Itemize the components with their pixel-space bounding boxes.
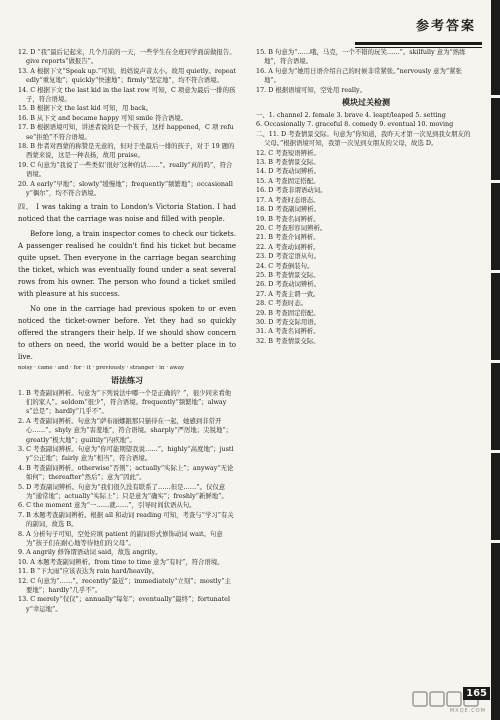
answer-list-top — [18, 48, 236, 199]
answer-item: 15. B 句意为“……哦，马克，一个不错的玩笑……”。skilfully 意为“熟练地”，符合语境。 — [256, 48, 466, 66]
answer-item: 18. B 作者对西蒙的称赞是无意的，但对于坐最后一排的孩子，对于 19 题的西蒙来说，这是一种表扬，故用 praise。 — [18, 142, 235, 160]
error-paragraph — [18, 303, 236, 363]
answer-item: 13. A 根据下文“Speak up.”可知，妈妈说声音太小。故用 quietly。repeatedly“重复地”；quickly“快速地”；firmly“坚定地”，均不符合语境。 — [18, 66, 236, 85]
answer-item: 31. A 考查名词辨析。 — [256, 327, 320, 336]
page-number: 165 — [463, 687, 490, 700]
module-test-answer-list — [256, 111, 476, 346]
correction-word: it — [86, 364, 91, 371]
answer-item: 2. A 考查副词辨析。句意为“萨布丽娜跟那只猫待在一起，她感到非常开心……”。shyly 意为“害羞地”，符合语境。sharply“严厉地；尖锐地”；greatly“极大地”；guiltily“内疚地”。 — [18, 416, 233, 444]
correction-word: came — [37, 364, 53, 371]
answer-item: 17. D 根据语境可知，空处用 really。 — [256, 85, 367, 94]
error-correction-section — [18, 201, 236, 372]
answer-item: 21. B 考查介词辨析。 — [256, 233, 320, 242]
right-column — [256, 48, 476, 346]
answer-item: 6. Occasionally 7. graceful 8. comedy 9. eventual 10. moving — [256, 120, 454, 129]
answer-item: 17. B 根据语境可知，讲述者说的是一个孩子，这样 happened，C 项 refuse“拒绝”不符合语境。 — [18, 123, 234, 141]
error-paragraph-text: Before long, a train inspector comes to check our tickets. A passenger realised he couldn't find his ticket but became quite upset. Then everyone in the carriage began searching the ticket, which was eventually found under a seat several rows from his owner. The person who found a ticket smiled with pleasure at his success. — [18, 229, 236, 298]
answer-item: 12. D “我”最后记起来，几个月前的一天，一些学生在全班同学面前做报告。give reports“做报告”。 — [18, 48, 236, 66]
answer-item: 23. D 考查定语从句。 — [256, 252, 321, 261]
error-paragraph — [18, 228, 236, 300]
answer-item: 9. A angrily 修饰谓语动词 said，故选 angrily。 — [18, 548, 162, 557]
answer-item: 一、1. channel 2. female 3. brave 4. leapt/leaped 5. setting — [256, 111, 446, 120]
header-rule-thick — [355, 42, 482, 45]
answer-item: 17. A 考查时态语态。 — [256, 195, 320, 204]
error-paragraph — [18, 201, 236, 225]
answer-item: 13. B 考查情景交际。 — [256, 158, 320, 167]
answer-item: 4. B 考查副词辨析。otherwise“否则”；actually“实际上”；anyway“无论如何”；thereafter“然后”；意为“因此”。 — [18, 463, 234, 482]
grammar-answer-list — [18, 389, 236, 615]
answer-item: 11. B “下大雨”应该表达为 rain hard/heavily。 — [18, 567, 159, 576]
answer-item: 30. D 考查交际用语。 — [256, 317, 321, 326]
answer-item: 19. C 句意为“我说了一些类似‘很好’这种的话……”。really“真的吗”，符合语境。 — [18, 160, 233, 179]
answer-item: 18. D 考查副词辨析。 — [256, 205, 321, 214]
answer-item: 3. C 考查副词辨析。句意为“你可能期望我说……”。highly“高度地”；justly“公正地”；fairly 意为“相当”，符合语境。 — [18, 444, 234, 463]
answer-item: 20. C 考查形容词辨析。 — [256, 223, 327, 232]
answer-item: 27. A 考查主谓一致。 — [256, 289, 320, 298]
left-column — [18, 48, 236, 614]
answer-item: 二、11. D 考查情景交际。句意为“你知道，我昨天才第一次见到我女朋友的父母。”根据语境可知，我第一次见到女朋友的父母，故选 D。 — [256, 129, 471, 148]
section-label: 四、 — [18, 202, 34, 211]
answer-item: 14. D 考查动词辨析。 — [256, 167, 321, 176]
answer-item: 24. C 考查倒装句。 — [256, 261, 314, 270]
grammar-section-title: 语法练习 — [111, 375, 143, 385]
answer-item: 15. A 考查固定搭配。 — [256, 176, 320, 185]
answer-item: 8. A 分析句子可知，空处应填 patient 的副词形式修饰动词 wait。句意为“孩子们在耐心地等待他们的父母”。 — [18, 529, 223, 547]
answer-item: 20. A early“早地”；slowly“缓慢地”；frequently“频繁地”；occasionally“偶尔”，均不符合语境。 — [18, 179, 233, 198]
answer-item: 25. B 考查情景交际。 — [256, 270, 320, 279]
correction-word: stranger — [130, 364, 154, 371]
answer-item: 1. B 考查副词辨析。句意为“下列说法中哪一个是正确的？”，很少同来看他们的家人”。seldom“很少”，符合语境。frequently“频繁地”；always“总是”；hardly“几乎不”。 — [18, 388, 232, 416]
correction-word: for — [73, 364, 82, 371]
answer-item: 19. B 考查名词辨析。 — [256, 214, 320, 223]
answer-item: 10. A 本题考查副词辨析。from time to time 意为“有时”，符合语境。 — [18, 557, 224, 566]
answer-item: 16. D 考查非谓语动词。 — [256, 186, 327, 195]
correction-word: and — [57, 364, 69, 371]
answer-item: 26. D 考查动词辨析。 — [256, 280, 321, 289]
module-test-title: 模块过关检测 — [342, 98, 390, 108]
answer-item: 29. B 考查固定搭配。 — [256, 308, 320, 317]
error-paragraph-text: I was taking a train to London's Victoria Station. I had noticed that the carriage was noise and filled with people. — [18, 202, 237, 223]
correction-word: away — [169, 364, 185, 371]
answer-item: 5. D 考查副词辨析。句意为“我们很久没有联系了……但是……”。仅仅意为“通常地”；actually“实际上”；只是意为“确实”；freshly“新鲜地”。 — [18, 482, 228, 500]
correction-word: in — [159, 364, 165, 371]
answer-item: 13. C merely“仅仅”；annually“每年”；eventually“最终”；fortunately“幸运地”。 — [18, 595, 230, 613]
header-title: 参考答案 — [415, 19, 476, 34]
answer-item: 12. C 句意为“……”。recently“最近”；immediately“立刻”；mostly“主要地”；hardly“几乎不”。 — [18, 576, 231, 595]
correction-list: noisy · came · and · for · it · previously · stranger · in · away — [18, 364, 185, 371]
answer-list-top — [256, 48, 476, 95]
page-header — [0, 0, 500, 46]
answer-item: 14. C 根据下文 the last kid in the last row 可知，C 项意为最后一排的孩子，符合语境。 — [18, 85, 236, 104]
answer-item: 28. C 考查时态。 — [256, 299, 308, 308]
correction-word: previously — [95, 364, 125, 371]
watermark-text: MXQE.COM — [449, 707, 486, 714]
answer-item: 16. A 句意为“她用日语介绍自己的时候非常紧张。”nervously 意为“紧张地”。 — [256, 66, 462, 85]
answer-item: 12. C 考查短语辨析。 — [256, 148, 320, 157]
answer-item: 22. A 考查动词辨析。 — [256, 242, 320, 251]
answer-item: 7. B 本题考查副词辨析。根据 all 和动词 reading 可知，考查与“学习”有关的副词，故选 B。 — [18, 510, 234, 529]
correction-word: noisy — [18, 364, 33, 371]
answer-item: 15. B 根据下文 the last kid 可知，用 back。 — [18, 104, 153, 113]
answer-item: 6. C the moment 意为“一……就……”，引导时间状语从句。 — [18, 501, 196, 510]
answer-item: 16. B 从下文 and became happy 可知 smile 符合语境。 — [18, 113, 188, 122]
edge-thumb-index — [491, 0, 500, 720]
error-paragraph-text: No one in the carriage had previous spoken to or even noticed the ticket-owner before. Yet they had so quickly offered the strangers their help. If we should show concern to others on need, the world would be a better place in to live. — [18, 304, 236, 361]
answer-item: 32. B 考查情景交际。 — [256, 336, 320, 345]
